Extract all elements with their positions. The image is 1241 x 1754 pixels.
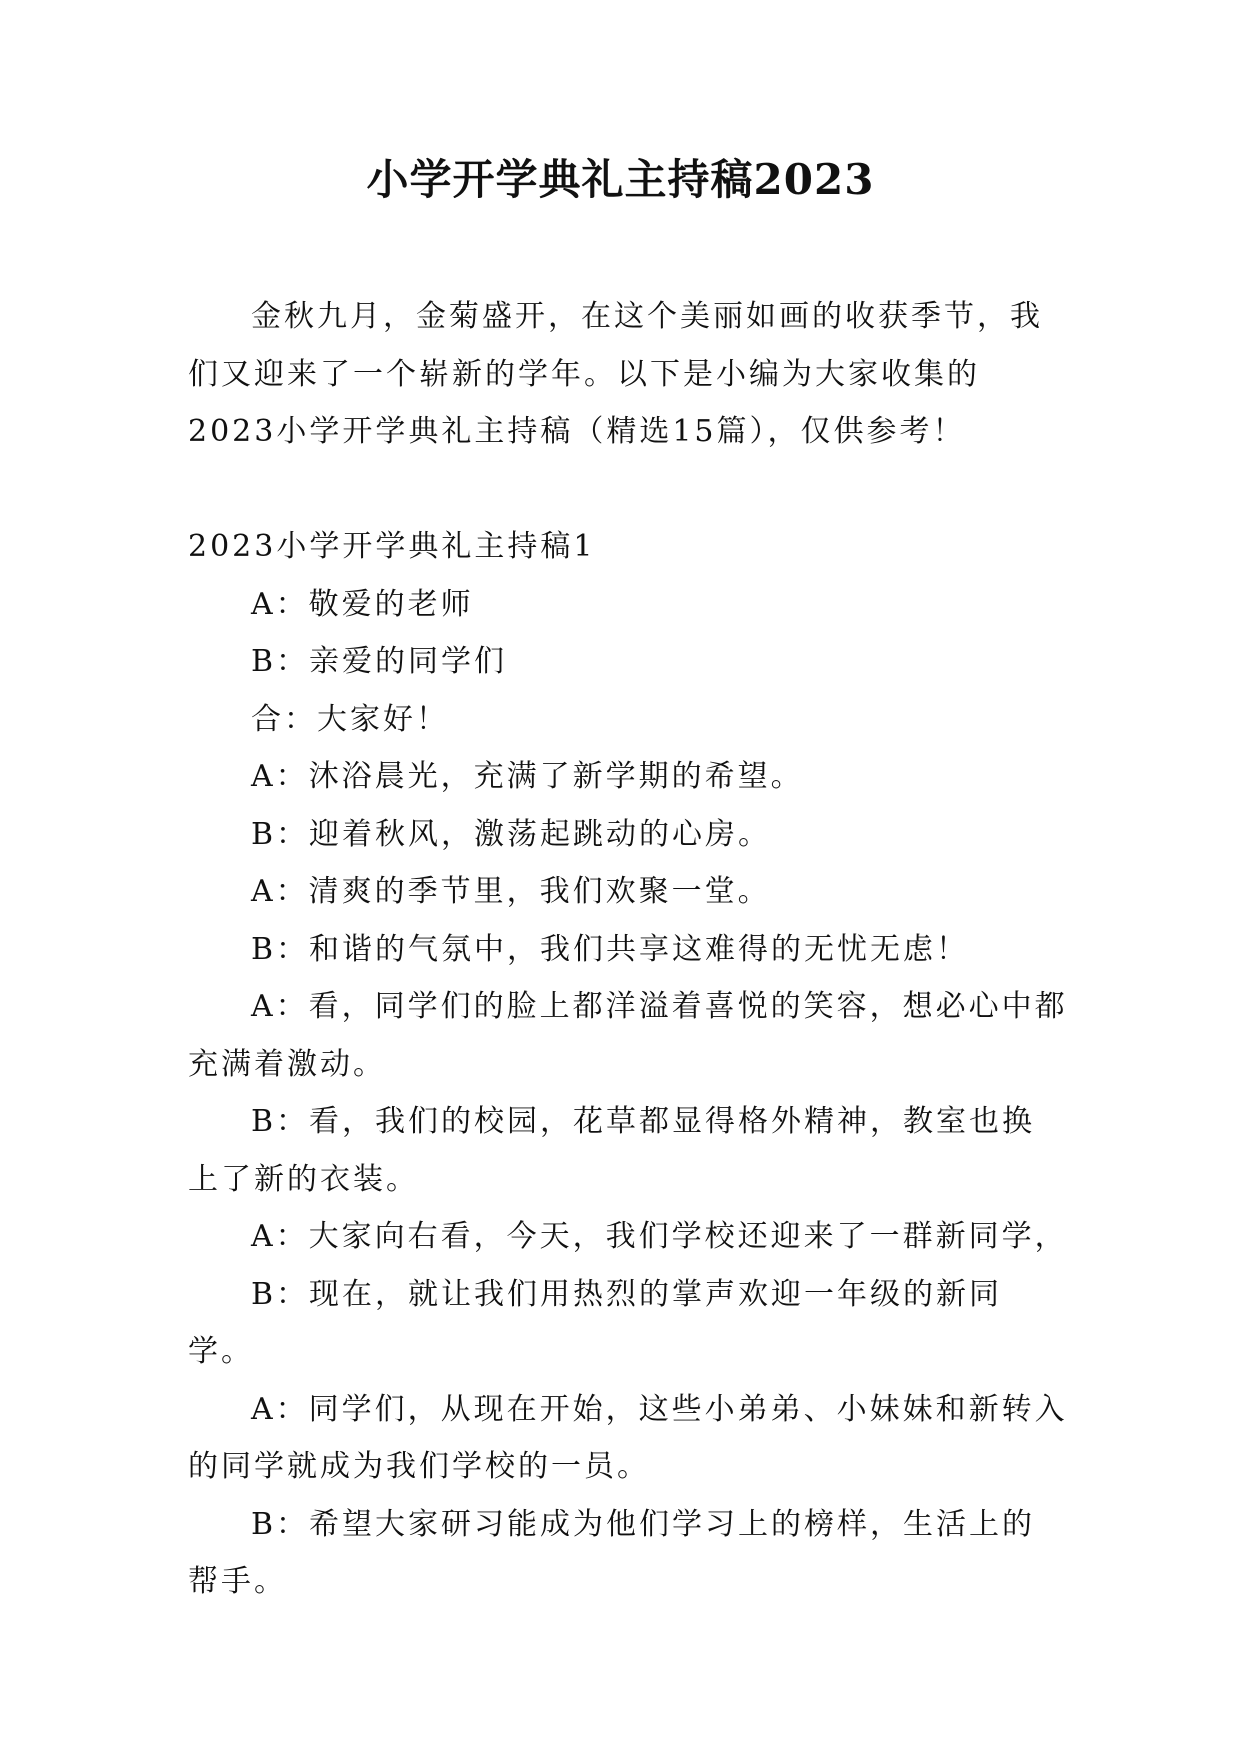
dialogue-line: B：现在，就让我们用热烈的掌声欢迎一年级的新同学。 [188,1276,1003,1369]
document-body [188,288,1068,1611]
dialogue-line: A：沐浴晨光，充满了新学期的希望。 [251,759,804,794]
dialogue-line: B：希望大家研习能成为他们学习上的榜样，生活上的帮手。 [188,1506,1036,1599]
dialogue-line: B：和谐的气氛中，我们共享这难得的无忧无虑！ [251,931,970,967]
dialogue-line: A：同学们，从现在开始，这些小弟弟、小妹妹和新转入的同学就成为我们学校的一员。 [188,1391,1068,1484]
intro-paragraph: 金秋九月，金菊盛开，在这个美丽如画的收获季节，我们又迎来了一个崭新的学年。以下是小编为大家收集的2023小学开学典礼主持稿（精选15篇），仅供参考！ [188,299,1043,449]
dialogue-line: B：看，我们的校园，花草都显得格外精神，教室也换上了新的衣装。 [188,1104,1036,1197]
dialogue-line: A：看，同学们的脸上都洋溢着喜悦的笑容，想必心中都充满着激动。 [188,989,1068,1082]
dialogue-line: A：清爽的季节里，我们欢聚一堂。 [251,874,771,909]
dialogue-line: A：敬爱的老师 [251,586,474,622]
document-title: 小学开学典礼主持稿2023 [366,155,875,204]
section-heading: 2023小学开学典礼主持稿1 [188,529,596,564]
dialogue-line: A：大家向右看，今天，我们学校还迎来了一群新同学， [251,1219,1068,1254]
dialogue-line: B：迎着秋风，激荡起跳动的心房。 [251,816,772,852]
dialogue-line: 合：大家好！ [251,701,449,737]
dialogue-line: B：亲爱的同学们 [251,644,508,679]
